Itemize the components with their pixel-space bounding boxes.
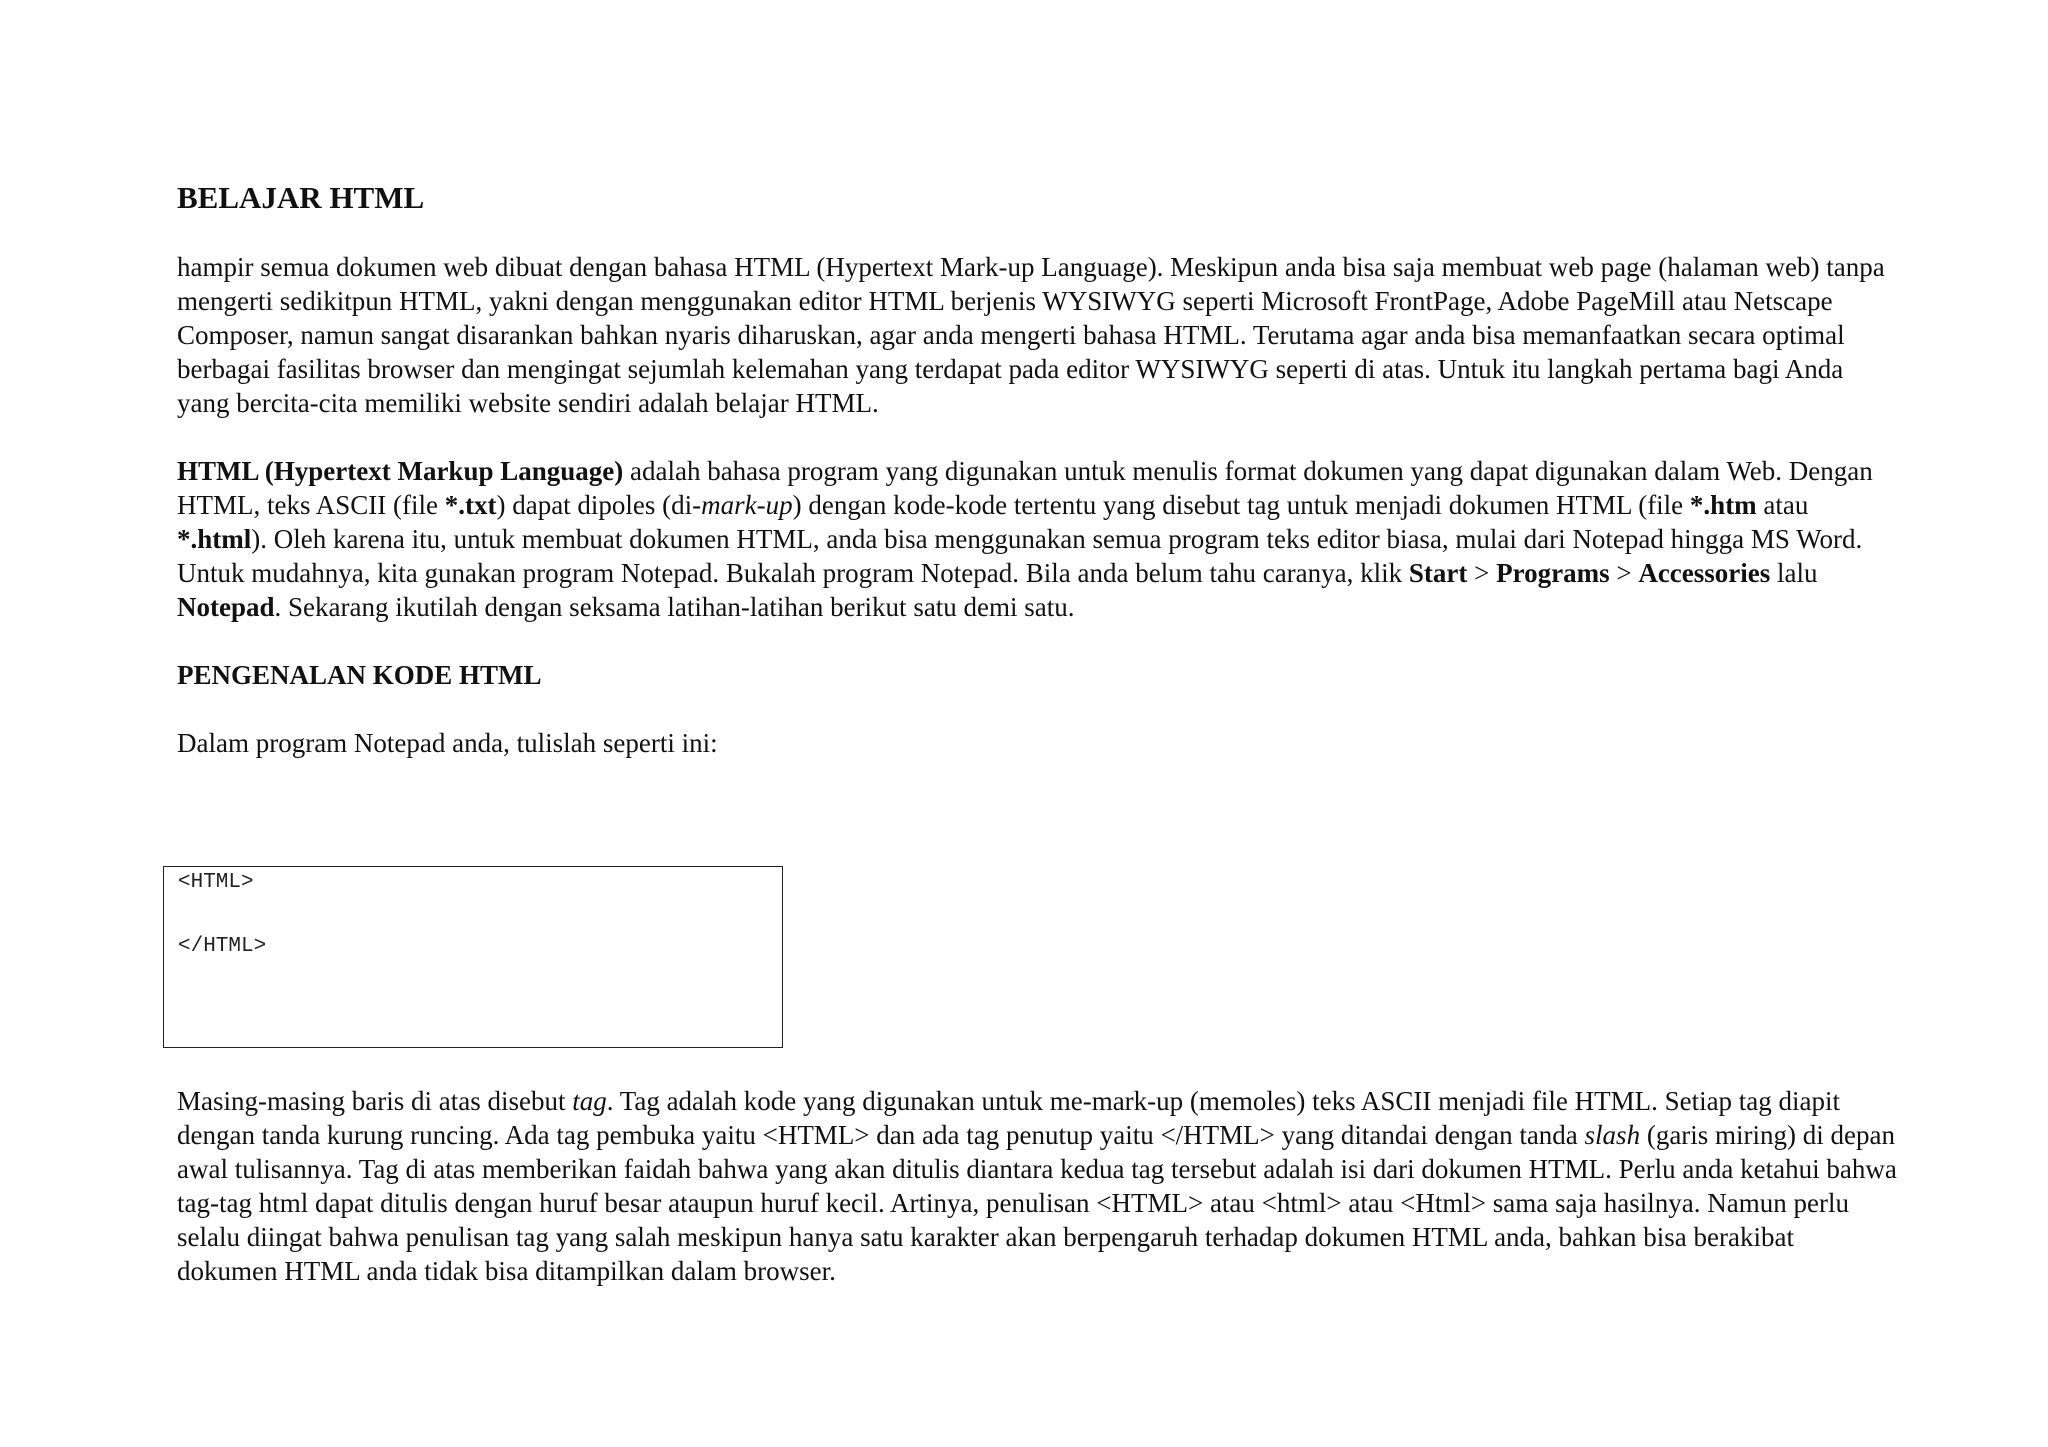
- text-run: ) dengan kode-kode tertentu yang disebut tag untuk menjadi dokumen HTML (file: [792, 490, 1690, 520]
- code-example-box: [163, 866, 783, 1048]
- text-run: . Tag adalah kode yang digunakan untuk me-mark-up (memoles) teks ASCII menjadi file HTML. Setiap tag diapit dengan tanda kurung runcing. Ada tag pembuka yaitu <HTML> dan ada tag penutup yaitu </HTML> yang ditandai dengan tanda: [177, 1086, 1841, 1150]
- code-line-blank: [178, 899, 768, 931]
- text-run: ) dapat dipoles (di-: [496, 490, 702, 520]
- text-run: >: [1609, 558, 1639, 588]
- bold-term: Accessories: [1638, 558, 1771, 588]
- bold-term: *.htm: [1689, 490, 1757, 520]
- page-title: BELAJAR HTML: [177, 180, 425, 215]
- text-run: Masing-masing baris di atas disebut: [177, 1086, 573, 1116]
- instruction-paragraph: Dalam program Notepad anda, tulislah seperti ini:: [177, 728, 718, 758]
- document-body: [177, 178, 1897, 760]
- code-line-open-tag: <HTML>: [178, 871, 254, 894]
- italic-term: mark-up: [701, 490, 793, 520]
- bold-term: Notepad: [177, 592, 275, 622]
- text-run: . Sekarang ikutilah dengan seksama latihan-latihan berikut satu demi satu.: [274, 592, 1075, 622]
- text-run: lalu: [1770, 558, 1818, 588]
- italic-term: tag: [572, 1086, 607, 1116]
- text-run: (garis miring) di depan awal tulisannya. Tag di atas memberikan faidah bahwa yang akan ditulis diantara kedua tag tersebut adalah isi dari dokumen HTML. Perlu anda ketahui bahwa tag-tag html dapat ditulis dengan huruf besar ataupun huruf kecil. Artinya, penulisan <HTML> atau <html> atau <Html> sama saja hasilnya. Namun perlu selalu diingat bahwa penulisan tag yang salah meskipun hanya satu karakter akan berpengaruh terhadap dokumen HTML anda, bahkan bisa berakibat dokumen HTML anda tidak bisa ditampilkan dalam browser.: [177, 1120, 1897, 1286]
- bold-term: *.txt: [444, 490, 497, 520]
- bold-term: *.html: [177, 524, 252, 554]
- bold-term: HTML (Hypertext Markup Language): [177, 456, 624, 486]
- html-definition-paragraph: [177, 454, 1897, 624]
- bold-term: Start: [1408, 558, 1468, 588]
- bold-term: Programs: [1496, 558, 1610, 588]
- tag-explanation-paragraph: [177, 1084, 1897, 1288]
- text-run: ). Oleh karena itu, untuk membuat dokumen HTML, anda bisa menggunakan semua program teks editor biasa, mulai dari Notepad hingga MS Word. Untuk mudahnya, kita gunakan program Notepad. Bukalah program Notepad. Bila anda belum tahu caranya, klik: [177, 524, 1863, 588]
- text-run: >: [1467, 558, 1497, 588]
- tag-explanation-section: [177, 1084, 1897, 1288]
- intro-paragraph: hampir semua dokumen web dibuat dengan bahasa HTML (Hypertext Mark-up Language). Meskipun anda bisa saja membuat web page (halaman web) tanpa mengerti sedikitpun HTML, yakni dengan menggunakan editor HTML berjenis WYSIWYG seperti Microsoft FrontPage, Adobe PageMill atau Netscape Composer, namun sangat disarankan bahkan nyaris diharuskan, agar anda mengerti bahasa HTML. Terutama agar anda bisa memanfaatkan secara optimal berbagai fasilitas browser dan mengingat sejumlah kelemahan yang terdapat pada editor WYSIWYG seperti di atas. Untuk itu langkah pertama bagi Anda yang bercita-cita memiliki website sendiri adalah belajar HTML.: [177, 252, 1885, 418]
- text-run: adalah bahasa program yang digunakan untuk menulis format dokumen yang dapat digunakan dalam Web. Dengan HTML, teks ASCII (file: [177, 456, 1873, 520]
- code-line-close-tag: </HTML>: [178, 935, 267, 958]
- section-heading: PENGENALAN KODE HTML: [177, 660, 542, 690]
- italic-term: slash: [1584, 1120, 1641, 1150]
- text-run: atau: [1756, 490, 1809, 520]
